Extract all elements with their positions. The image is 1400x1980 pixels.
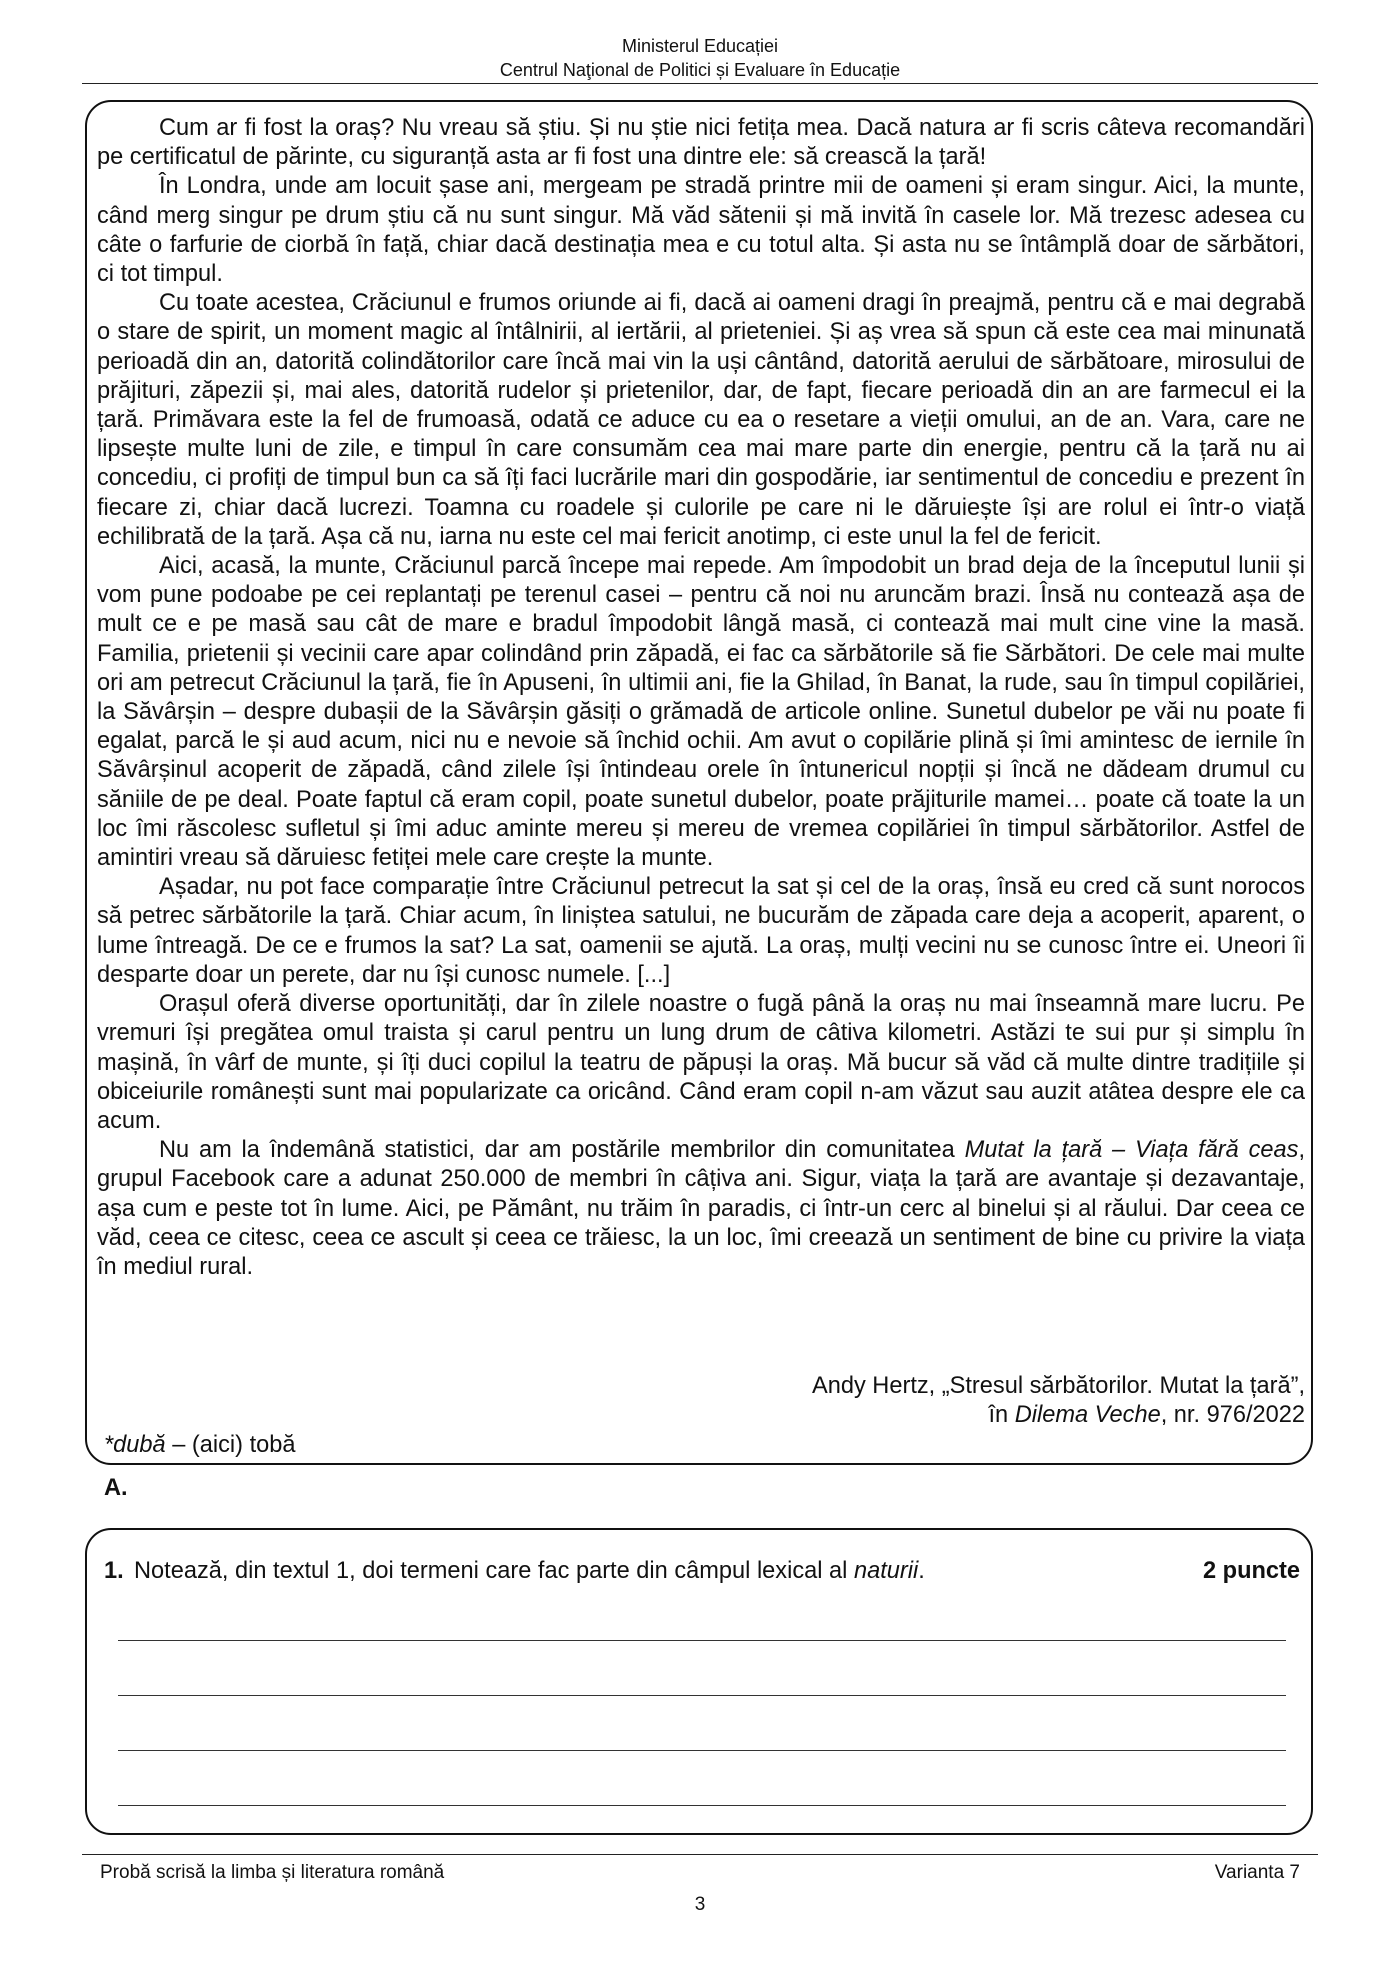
- footnote-term: *dubă: [104, 1432, 166, 1458]
- question-text-start: Notează, din textul 1, doi termeni care fac parte din câmpul lexical al: [134, 1558, 854, 1584]
- group-name: Mutat la țară – Viața fără ceas: [964, 1137, 1299, 1164]
- page-number: 3: [694, 1894, 706, 1915]
- section-label: A.: [104, 1475, 128, 1501]
- passage-paragraph-4: Aici, acasă, la munte, Crăciunul parcă începe mai repede. Am împodobit un brad deja de la începutul lunii și vom pune podoabe pe cei replantați pe terenul casei – pentru că noi nu aruncăm brazi. Însă nu contează așa de mult ce e pe masă sau cât de mare e bradul împodobit lângă masă, ci contează mai mult cine vine la masă. Familia, prietenii și vecinii care apar colindând prin zăpadă, ei fac ca sărbătorile să fie Sărbători. De cele mai multe ori am petrecut Crăciunul la țară, fie în Apuseni, în ultimii ani, fie la Ghilad, în Banat, la rude, sau în timpul copilăriei, la Săvârșin – despre dubașii de la Săvârșin găsiți o grămadă de articole online. Sunetul dubelor pe văi nu poate fi egalat, parcă le și aud acum, nici nu e nevoie să închid ochii. Am avut o copilărie plină și îmi amintesc de iernile în Săvârșinul acoperit de zăpadă, când zilele își întindeau orele în întunericul nopții și încă ne dădeam drumul cu săniile de pe deal. Poate faptul că eram copil, poate sunetul dubelor, poate prăjiturile mamei… poate că toate la un loc îmi răscolesc sufletul și îmi aduc aminte mereu și mereu de vremea copilăriei în timpul sărbătorilor. Astfel de amintiri vreau să dăruiesc fetiței mele care crește la munte.: [97, 553, 1305, 872]
- passage-paragraph-2: În Londra, unde am locuit șase ani, mergeam pe stradă printre mii de oameni și eram singur. Aici, la munte, când merg singur pe drum știu că nu sunt singur. Mă văd sătenii și mă invită în casele lor. Mă trezesc adesea cu câte o farfurie de ciorbă în față, chiar dacă destinația mea e cu totul alta. Și asta nu se întâmplă doar de sărbători, ci tot timpul.: [97, 173, 1305, 288]
- footer-exam-title: Probă scrisă la limba și literatura română: [100, 1862, 445, 1883]
- footnote-definition: – (aici) tobă: [165, 1432, 296, 1458]
- passage-paragraph-7: [97, 1136, 1305, 1282]
- question-points: 2 puncte: [1202, 1558, 1300, 1584]
- answer-line-2[interactable]: [118, 1695, 1286, 1696]
- footnote: [104, 1431, 296, 1460]
- question-text: [134, 1558, 925, 1585]
- paragraph-7-end: , grupul Facebook care a adunat 250.000 de membri în câțiva ani. Sigur, viața la țară are avantaje și dezavantaje, așa cum e peste tot în lume. Aici, pe Pământ, nu trăim în paradis, ci într-un cerc al binelui și al răului. Dar ceea ce văd, ceea ce citesc, ceea ce ascult și ceea ce trăiesc, la un loc, îmi creează un sentiment de bine cu privire la viața în mediul rural.: [97, 1137, 1306, 1280]
- footer-divider: [82, 1854, 1318, 1855]
- source-publication: [97, 1401, 1305, 1430]
- answer-line-3[interactable]: [118, 1750, 1286, 1751]
- header-ministry: Ministerul Educației: [621, 36, 779, 56]
- source-issue: , nr. 976/2022: [1160, 1402, 1305, 1428]
- footer-variant: Varianta 7: [1214, 1862, 1300, 1883]
- question-keyword: naturii: [853, 1558, 919, 1584]
- answer-line-4[interactable]: [118, 1805, 1286, 1806]
- passage-paragraph-1: Cum ar fi fost la oraș? Nu vreau să știu. Și nu știe nici fetița mea. Dacă natura ar fi scris câteva recomandări pe certificatul de părinte, cu siguranță asta ar fi fost una dintre ele: să crească la țară!: [97, 115, 1305, 171]
- passage-paragraph-3: Cu toate acestea, Crăciunul e frumos oriunde ai fi, dacă ai oameni dragi în preajmă, pentru că e mai degrabă o stare de spirit, un moment magic al întâlnirii, al iertării, al prieteniei. Și aș vrea să spun că este cea mai minunată perioadă din an, datorită colindătorilor care încă mai vin la uși cântând, datorită aerului de sărbătoare, mirosului de prăjituri, zăpezii și, mai ales, datorită rudelor și prietenilor, dar, de fapt, fiecare perioadă din an are farmecul ei la țară. Primăvara este la fel de frumoasă, odată ce aduce cu ea o resetare a vieții omului, an de an. Vara, care ne lipsește multe luni de zile, e timpul în care consumăm cea mai mare parte din energie, pentru că la țară nu ai concediu, ci profiți de timpul bun ca să îți faci lucrările mari din gospodărie, iar sentimentul de concediu e prezent în fiecare zi, chiar dacă lucrezi. Toamna cu roadele și culorile pe care ni le dăruiește își are rolul ei într-o viață echilibrată de la țară. Așa că nu, iarna nu este cel mai fericit anotimp, ci este unul la fel de fericit.: [97, 290, 1305, 550]
- reading-passage: [97, 114, 1305, 1282]
- answer-line-1[interactable]: [118, 1640, 1286, 1641]
- source-author: Andy Hertz, „Stresul sărbătorilor. Mutat la țară”,: [811, 1373, 1305, 1399]
- header-center: Centrul Naţional de Politici și Evaluare în Educație: [499, 60, 901, 80]
- passage-paragraph-5: Așadar, nu pot face comparație între Crăciunul petrecut la sat și cel de la oraș, însă eu cred că sunt norocos să petrec sărbătorile la țară. Chiar acum, în liniștea satului, ne bucurăm de zăpada care deja a acoperit, aparent, o lume întreagă. De ce e frumos la sat? La sat, oamenii se ajută. La oraș, mulți vecini nu se cunosc între ei. Uneori îi desparte doar un perete, dar nu își cunosc numele. [...]: [97, 874, 1305, 988]
- paragraph-7-start: Nu am la îndemână statistici, dar am postările membrilor din comunitatea: [159, 1137, 965, 1164]
- question-text-end: .: [918, 1558, 925, 1584]
- publication-name: Dilema Veche: [1014, 1402, 1161, 1428]
- source-prefix: în: [988, 1402, 1015, 1428]
- question-number: 1.: [104, 1558, 124, 1584]
- passage-paragraph-6: Orașul oferă diverse oportunități, dar în zilele noastre o fugă până la oraș nu mai înseamnă mare lucru. Pe vremuri își pregătea omul traista și carul pentru un lung drum de câtiva kilometri. Astăzi te sui pur și simplu în mașină, în vârf de munte, și îți duci copilul la teatru de păpuși la oraș. Mă bucur să văd că multe dintre tradițiile și obiceiurile românești sunt mai popularizate ca oricând. Când eram copil n-am văzut sau auzit atâtea despre ele ca acum.: [97, 991, 1305, 1134]
- page-header: [0, 34, 1400, 82]
- header-divider: [82, 83, 1318, 84]
